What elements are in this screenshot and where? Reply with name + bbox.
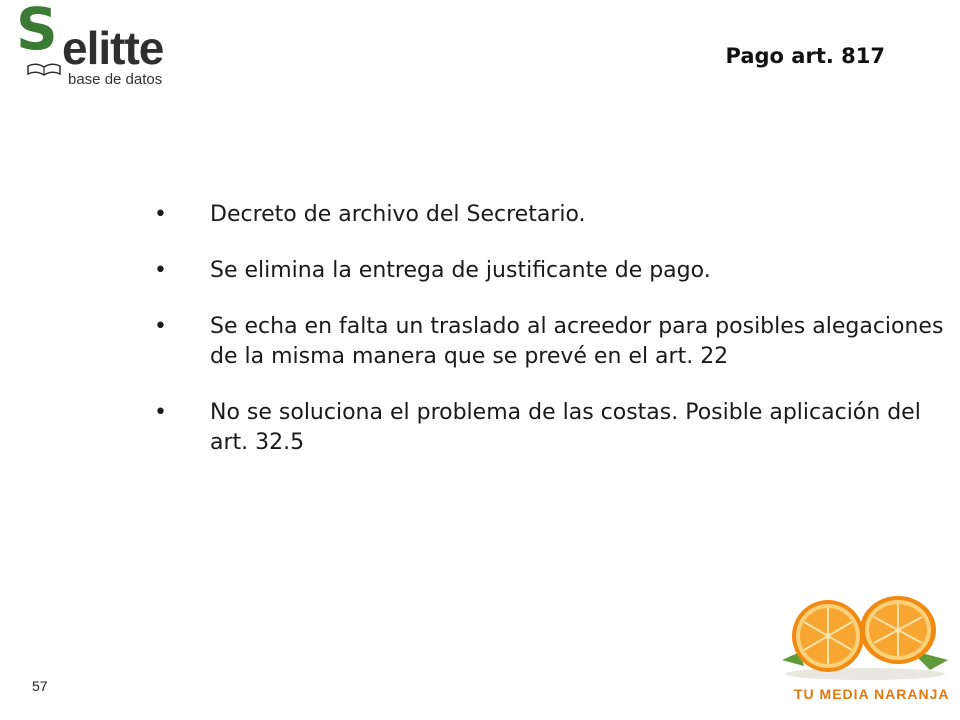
bullet-text: Se elimina la entrega de justificante de pago.	[210, 258, 711, 283]
bullet-text: Decreto de archivo del Secretario.	[210, 202, 586, 227]
logo-initial: S	[16, 0, 58, 63]
bullet-dot-icon: •	[154, 400, 167, 425]
bullet-item	[150, 256, 950, 286]
bullet-item	[150, 312, 950, 372]
bullet-list	[150, 200, 950, 484]
bullet-text: Se echa en falta un traslado al acreedor para posibles alegaciones de la misma manera que se prevé en el art. 22	[210, 314, 944, 369]
bullet-dot-icon: •	[154, 314, 167, 339]
page-number: 57	[32, 678, 48, 694]
bullet-dot-icon: •	[154, 258, 167, 283]
brand-text: TU MEDIA NARANJA	[794, 686, 950, 702]
bullet-item	[150, 398, 950, 458]
selitte-logo	[12, 0, 202, 92]
bullet-item	[150, 200, 950, 230]
logo-subtitle: base de datos	[68, 71, 163, 88]
tu-media-naranja-brand	[770, 590, 960, 720]
logo-name: elitte	[62, 22, 164, 74]
slide-title: Pago art. 817	[725, 44, 885, 68]
bullet-dot-icon: •	[154, 202, 167, 227]
bullet-text: No se soluciona el problema de las costas. Posible aplicación del art. 32.5	[210, 400, 921, 455]
open-book-icon	[26, 62, 62, 76]
orange-halves-icon	[770, 590, 960, 682]
